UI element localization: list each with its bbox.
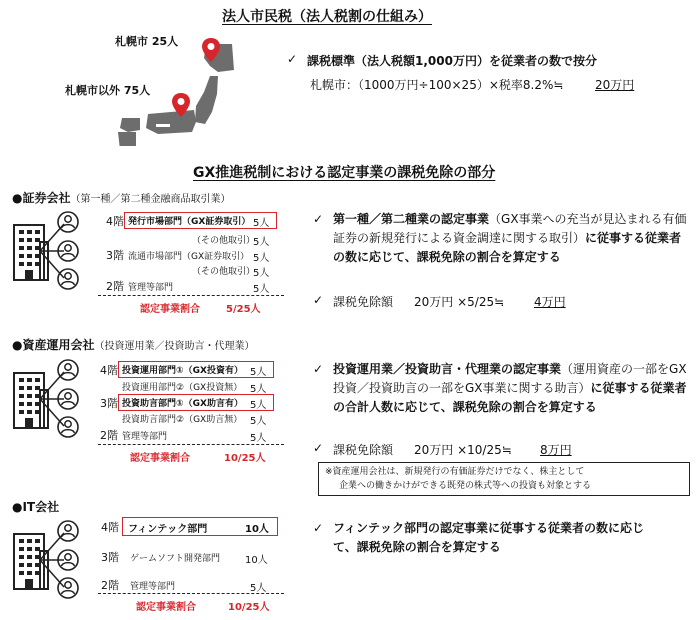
divider bbox=[98, 444, 284, 445]
floor-label: 3階 bbox=[101, 551, 119, 564]
floor-label: 3階 bbox=[100, 397, 118, 410]
ratio-label: 認定事業割合 bbox=[130, 453, 190, 464]
check-icon: ✓ bbox=[313, 293, 324, 307]
check-icon: ✓ bbox=[313, 441, 324, 455]
dept-count: 5人 bbox=[253, 284, 270, 295]
it-description: フィンテック部門の認定事業に従事する従業者の数に応じて、課税免除の割合を算定する bbox=[333, 521, 645, 554]
dept-label: 流通市場部門（GX証券取引） bbox=[128, 252, 250, 262]
dept-label: （その他取引） bbox=[192, 267, 256, 277]
dept-count: 5人 bbox=[250, 384, 267, 395]
person-icon bbox=[57, 549, 79, 571]
dept-label: 投資運用部門②（GX投資無） bbox=[122, 383, 243, 393]
dept-label: 管理等部門 bbox=[130, 582, 176, 592]
dept-label: 投資運用部門①（GX投資有） bbox=[122, 366, 243, 376]
section-title: GX推進税制における認定事業の課税免除の部分 bbox=[193, 165, 496, 181]
dept-label: 発行市場部門（GX証券取引） bbox=[128, 217, 251, 227]
exempt-value: 8万円 bbox=[540, 443, 572, 457]
outside-sapporo-label: 札幌市以外 75人 bbox=[65, 84, 151, 97]
dept-label: フィンテック部門 bbox=[128, 524, 208, 535]
dept-label: 投資助言部門②（GX助言無） bbox=[122, 415, 243, 425]
check-icon: ✓ bbox=[313, 212, 324, 226]
dept-count: 10人 bbox=[245, 555, 268, 566]
exempt-label: 課税免除額 bbox=[333, 443, 394, 457]
exempt-label: 課税免除額 bbox=[333, 295, 394, 309]
ratio-label: 認定事業割合 bbox=[136, 602, 196, 613]
map-pin-icon bbox=[201, 37, 221, 63]
check-icon: ✓ bbox=[287, 52, 298, 66]
floor-label: 4階 bbox=[106, 215, 124, 228]
tax-formula: 札幌市：（1000万円÷100×25）×税率8.2%≒ bbox=[310, 78, 564, 92]
exempt-value: 4万円 bbox=[534, 295, 566, 309]
ratio-value: 10/25人 bbox=[224, 453, 266, 464]
check-icon: ✓ bbox=[313, 362, 324, 376]
dept-count: 5人 bbox=[250, 416, 267, 427]
floor-label: 2階 bbox=[100, 429, 118, 442]
dept-label: （その他取引） bbox=[192, 236, 256, 246]
dept-label: 管理等部門 bbox=[122, 432, 168, 442]
floor-label: 4階 bbox=[100, 364, 118, 377]
securities-description: 第一種／第二種業の認定事業（GX事業への充当が見込まれる有価証券の新規発行による資金調達に関する取引）に従事する従業者の数に応じて、課税免除の割合を算定する bbox=[333, 212, 687, 264]
securities-heading: ●証券会社（第一種／第二種金融商品取引業） bbox=[12, 191, 231, 205]
ratio-value: 10/25人 bbox=[228, 602, 270, 613]
person-icon bbox=[57, 359, 79, 381]
it-heading: ●IT会社 bbox=[12, 500, 60, 514]
divider bbox=[98, 593, 284, 594]
sapporo-label: 札幌市 25人 bbox=[115, 35, 179, 48]
person-icon bbox=[57, 268, 79, 290]
dept-count: 5人 bbox=[253, 253, 270, 264]
dept-label: ゲームソフト開発部門 bbox=[130, 554, 221, 564]
dept-count: 5人 bbox=[250, 583, 267, 594]
dept-label: 管理等部門 bbox=[128, 283, 174, 293]
exempt-calc: 20万円 ×5/25≒ bbox=[414, 295, 505, 309]
person-icon bbox=[57, 211, 79, 233]
tax-result: 20万円 bbox=[595, 78, 635, 92]
person-icon bbox=[57, 416, 79, 438]
ratio-value: 5/25人 bbox=[226, 304, 261, 315]
dept-count: 5人 bbox=[250, 400, 267, 411]
divider bbox=[98, 295, 284, 296]
map-pin-icon bbox=[171, 92, 191, 118]
dept-count: 10人 bbox=[245, 524, 269, 535]
floor-label: 2階 bbox=[106, 280, 124, 293]
floor-label: 4階 bbox=[101, 521, 119, 534]
ratio-label: 認定事業割合 bbox=[140, 304, 200, 315]
person-icon bbox=[57, 520, 79, 542]
tax-base-point: 課税標準（法人税額1,000万円）を従業者の数で按分 bbox=[307, 54, 597, 68]
dept-count: 5人 bbox=[250, 433, 267, 444]
page-title: 法人市民税（法人税割の仕組み） bbox=[222, 9, 432, 25]
dept-count: 5人 bbox=[253, 218, 270, 229]
asset-heading: ●資産運用会社（投資運用業／投資助言・代理業） bbox=[12, 338, 255, 352]
dept-count: 5人 bbox=[250, 367, 267, 378]
person-icon bbox=[57, 240, 79, 262]
dept-label: 投資助言部門①（GX助言有） bbox=[122, 399, 243, 409]
dept-count: 5人 bbox=[253, 237, 270, 248]
dept-count: 5人 bbox=[253, 268, 270, 279]
floor-label: 2階 bbox=[101, 579, 119, 592]
person-icon bbox=[57, 577, 79, 599]
exempt-calc: 20万円 ×10/25≒ bbox=[414, 443, 512, 457]
check-icon: ✓ bbox=[313, 521, 324, 535]
asset-description: 投資運用業／投資助言・代理業の認定事業（運用資産の一部をGX投資／投資助言の一部をGX事業に関する助言）に従事する従業者の合計人数に応じて、課税免除の割合を算定する bbox=[333, 362, 687, 414]
floor-label: 3階 bbox=[106, 249, 124, 262]
person-icon bbox=[57, 388, 79, 410]
asset-note: ※資産運用会社は、新規発行の有価証券だけでなく、株主として 企業への働きかけができる既発の株式等への投資も対象とする bbox=[318, 462, 690, 496]
